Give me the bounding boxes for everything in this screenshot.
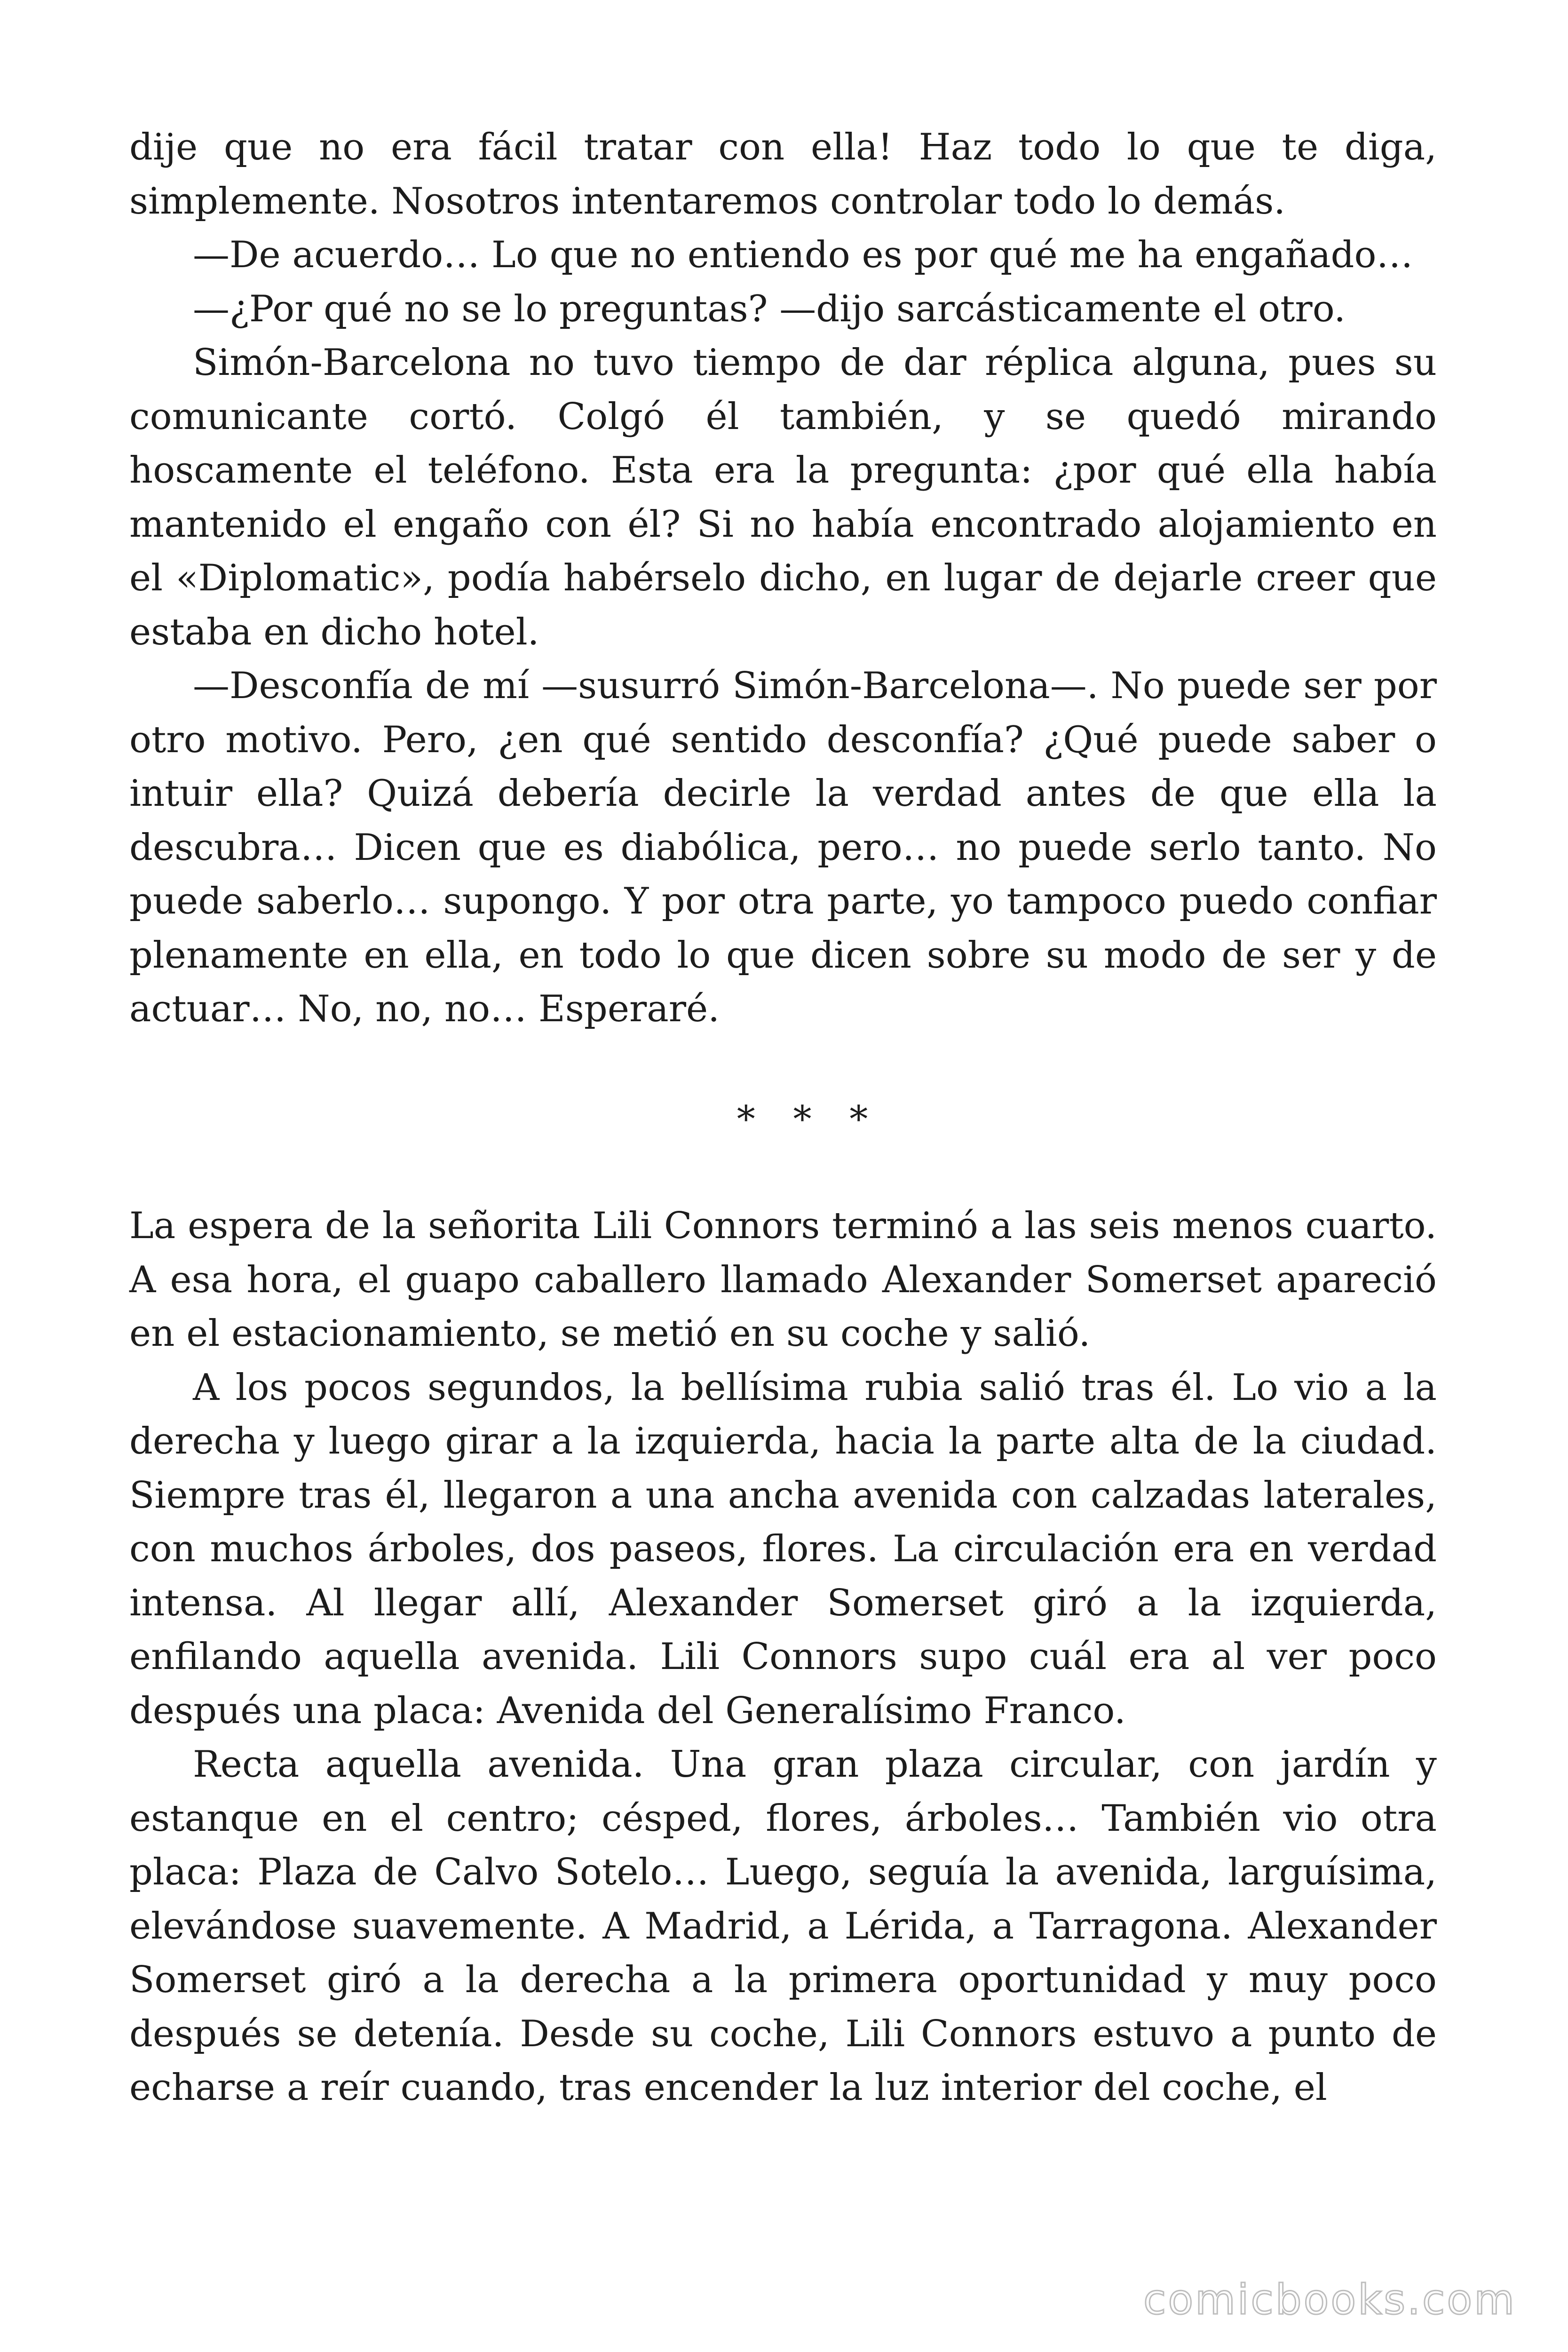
paragraph: Simón-Barcelona no tuvo tiempo de dar réplica alguna, pues su comunicante cortó. Colgó él también, y se quedó mirando hoscamente el teléfono. Esta era la pregunta: ¿por qué ella había mantenido el engaño con él? Si no había encontrado alojamiento en el «Diplomatic», podía habérselo dicho, en lugar de dejarle creer que estaba en dicho hotel. (129, 342, 1437, 653)
dialogue-paragraph: —De acuerdo… Lo que no entiendo es por qué me ha engañado… (193, 234, 1413, 276)
paragraph: dije que no era fácil tratar con ella! Haz todo lo que te diga, simplemente. Nosotros intentaremos controlar todo lo demás. (129, 126, 1437, 222)
watermark: comicbooks.com (1143, 2275, 1516, 2324)
page-body (129, 120, 1437, 2115)
paragraph: Recta aquella avenida. Una gran plaza circular, con jardín y estanque en el centro; césped, flores, árboles… También vio otra placa: Plaza de Calvo Sotelo… Luego, seguía la avenida, larguísima, elevándose suavemente. A Madrid, a Lérida, a Tarragona. Alexander Somerset giró a la derecha a la primera oportunidad y muy poco después se detenía. Desde su coche, Lili Connors estuvo a punto de echarse a reír cuando, tras encender la luz interior del coche, el (129, 1743, 1437, 2109)
paragraph: La espera de la señorita Lili Connors terminó a las seis menos cuarto. A esa hora, el guapo caballero llamado Alexander Somerset apareció en el estacionamiento, se metió en su coche y salió. (129, 1205, 1437, 1355)
dialogue-paragraph: —Desconfía de mí —susurró Simón-Barcelona—. No puede ser por otro motivo. Pero, ¿en qué sentido desconfía? ¿Qué puede saber o intuir ella? Quizá debería decirle la verdad antes de que ella la descubra… Dicen que es diabólica, pero… no puede serlo tanto. No puede saberlo… supongo. Y por otra parte, yo tampoco puedo confiar plenamente en ella, en todo lo que dicen sobre su modo de ser y de actuar… No, no, no… Esperaré. (129, 665, 1437, 1030)
dialogue-paragraph: —¿Por qué no se lo preguntas? —dijo sarcásticamente el otro. (193, 287, 1346, 330)
section-separator: * * * (736, 1098, 881, 1141)
paragraph: A los pocos segundos, la bellísima rubia salió tras él. Lo vio a la derecha y luego girar a la izquierda, hacia la parte alta de la ciudad. Siempre tras él, llegaron a una ancha avenida con calzadas laterales, con muchos árboles, dos paseos, flores. La circulación era en verdad intensa. Al llegar allí, Alexander Somerset giró a la izquierda, enfilando aquella avenida. Lili Connors supo cuál era al ver poco después una placa: Avenida del Generalísimo Franco. (129, 1366, 1437, 1732)
